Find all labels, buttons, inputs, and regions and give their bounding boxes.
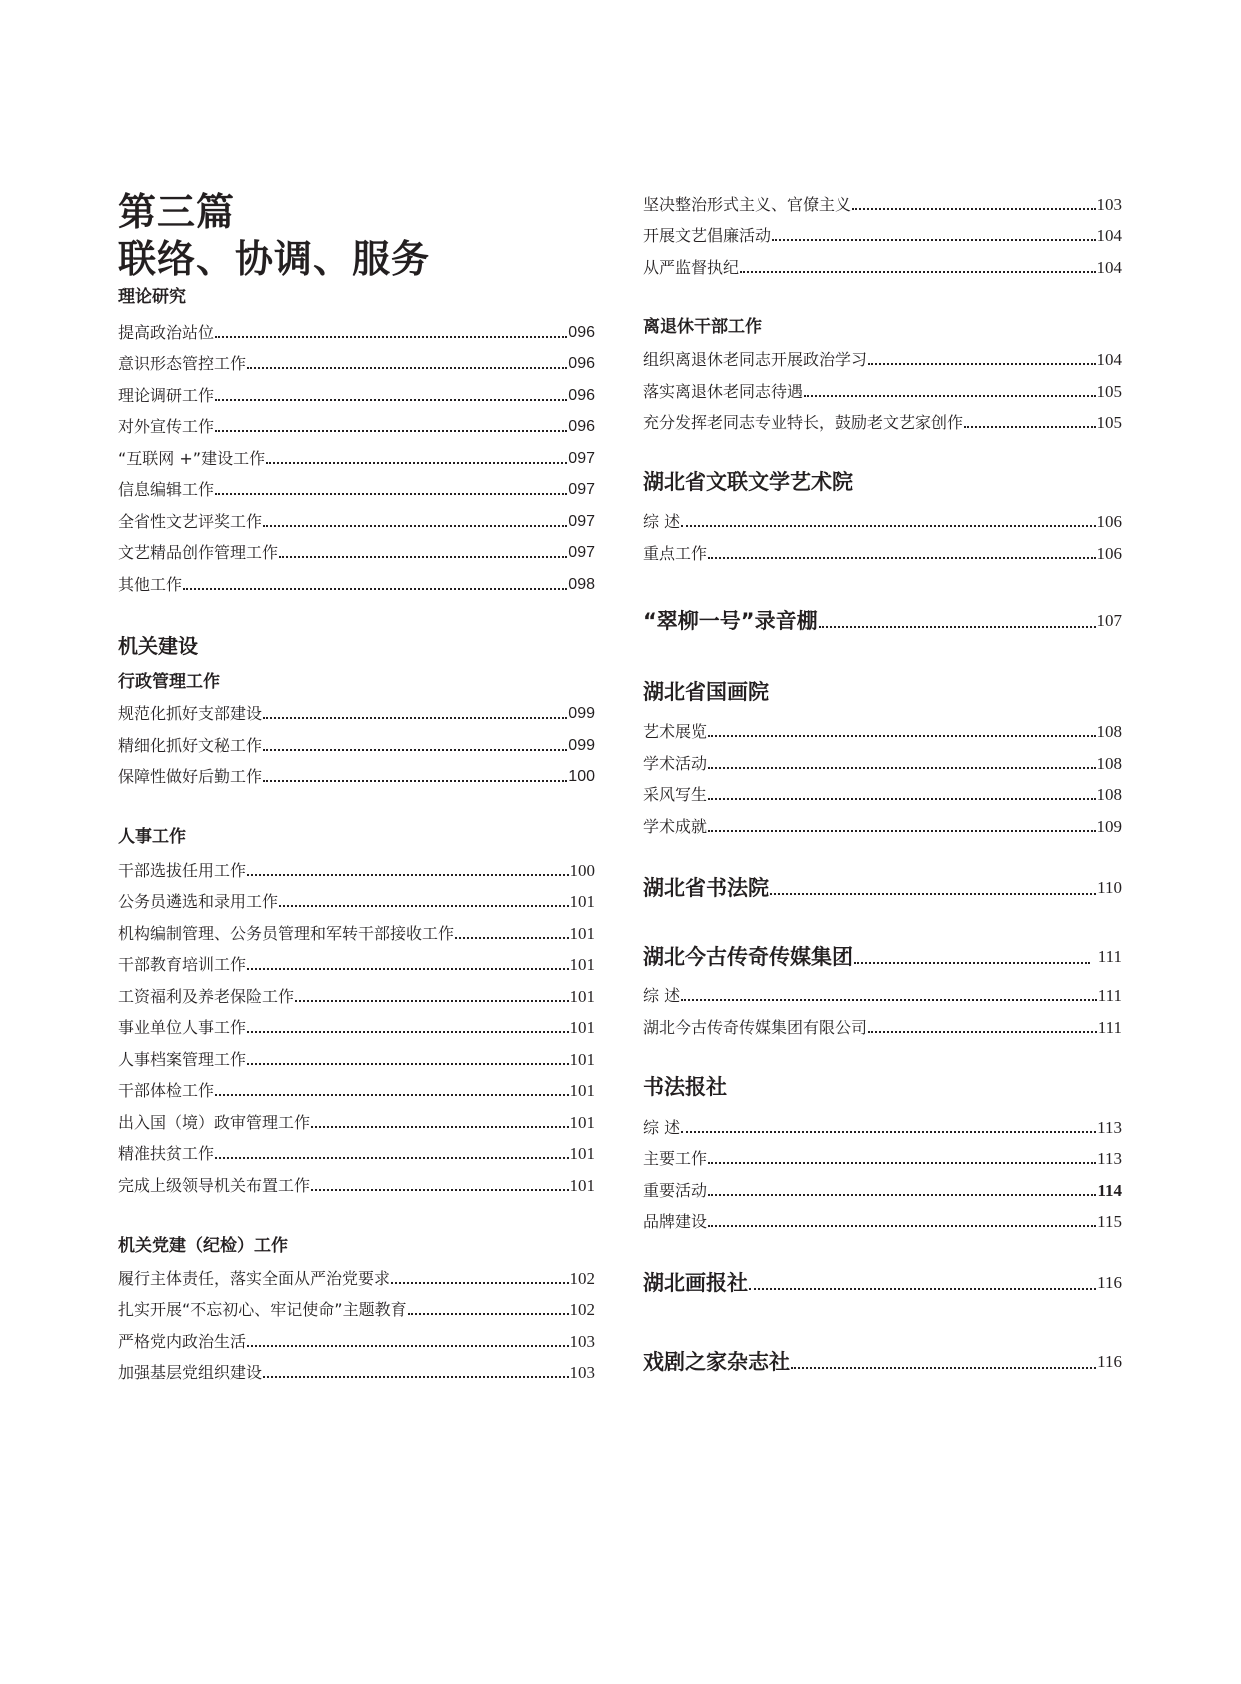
toc-entry[interactable]: 品牌建设 115 (643, 1212, 1122, 1231)
toc-entry[interactable]: 坚决整治形式主义、官僚主义 103 (643, 195, 1122, 214)
part-title: 联络、协调、服务 (118, 237, 431, 281)
subsection-heading-admin: 行政管理工作 (118, 672, 220, 692)
toc-entry[interactable]: 工资福利及养老保险工作 101 (118, 987, 595, 1006)
toc-entry[interactable]: 公务员遴选和录用工作 101 (118, 892, 595, 911)
toc-entry[interactable]: 事业单位人事工作 101 (118, 1018, 595, 1037)
toc-entry[interactable]: 信息编辑工作 097 (118, 480, 595, 499)
toc-entry[interactable]: 履行主体责任，落实全面从严治党要求 102 (118, 1269, 595, 1288)
toc-entry[interactable]: 综 述 106 (643, 512, 1122, 531)
toc-entry[interactable]: 人事档案管理工作 101 (118, 1050, 595, 1069)
toc-entry[interactable]: 文艺精品创作管理工作 097 (118, 543, 595, 562)
toc-entry[interactable]: 意识形态管控工作 096 (118, 354, 595, 373)
toc-entry[interactable]: 提高政治站位 096 (118, 323, 595, 342)
subsection-heading-personnel: 人事工作 (118, 827, 186, 847)
toc-entry[interactable]: 学术活动 108 (643, 754, 1122, 773)
toc-entry-studio[interactable]: “翠柳一号”录音棚 107 (643, 609, 1122, 633)
toc-entry[interactable]: 精细化抓好文秘工作 099 (118, 736, 595, 755)
toc-entry-media-group[interactable]: 湖北今古传奇传媒集团 111 (643, 945, 1122, 969)
toc-entry[interactable]: 规范化抓好支部建设 099 (118, 704, 595, 723)
toc-entry-calligraphy-academy[interactable]: 湖北省书法院 110 (643, 876, 1122, 900)
section-heading-calligraphy-news: 书法报社 (643, 1075, 727, 1099)
toc-entry[interactable]: 落实离退休老同志待遇 105 (643, 382, 1122, 401)
toc-entry[interactable]: 加强基层党组织建设 103 (118, 1363, 595, 1382)
toc-entry[interactable]: 出入国（境）政审管理工作 101 (118, 1113, 595, 1132)
toc-entry[interactable]: 干部体检工作 101 (118, 1081, 595, 1100)
subsection-heading-party: 机关党建（纪检）工作 (118, 1236, 288, 1256)
toc-entry[interactable]: 保障性做好后勤工作 100 (118, 767, 595, 786)
section-heading-academy: 湖北省文联文学艺术院 (643, 470, 853, 494)
toc-entry[interactable]: 综 述 113 (643, 1118, 1122, 1137)
toc-entry[interactable]: 学术成就 109 (643, 817, 1122, 836)
toc-entry-drama[interactable]: 戏剧之家杂志社 116 (643, 1350, 1122, 1374)
toc-entry[interactable]: 其他工作 098 (118, 575, 595, 594)
toc-entry[interactable]: 采风写生 108 (643, 785, 1122, 804)
toc-entry[interactable]: 精准扶贫工作 101 (118, 1144, 595, 1163)
section-heading-theory: 理论研究 (118, 287, 186, 307)
toc-entry[interactable]: 重要活动 114 (643, 1181, 1122, 1200)
toc-entry[interactable]: 对外宣传工作 096 (118, 417, 595, 436)
toc-entry[interactable]: 充分发挥老同志专业特长，鼓励老文艺家创作 105 (643, 413, 1122, 432)
toc-entry[interactable]: 开展文艺倡廉活动 104 (643, 226, 1122, 245)
toc-entry-pictorial[interactable]: 湖北画报社 116 (643, 1271, 1122, 1295)
section-heading-organ: 机关建设 (118, 634, 198, 658)
toc-entry[interactable]: 严格党内政治生活 103 (118, 1332, 595, 1351)
toc-entry[interactable]: 全省性文艺评奖工作 097 (118, 512, 595, 531)
toc-entry[interactable]: 艺术展览 108 (643, 722, 1122, 741)
toc-entry[interactable]: 组织离退休老同志开展政治学习 104 (643, 350, 1122, 369)
toc-entry[interactable]: 扎实开展“不忘初心、牢记使命”主题教育 102 (118, 1300, 595, 1319)
section-heading-painting: 湖北省国画院 (643, 680, 769, 704)
toc-entry[interactable]: 从严监督执纪 104 (643, 258, 1122, 277)
toc-entry[interactable]: “互联网 +”建设工作 097 (118, 449, 595, 468)
toc-entry[interactable]: 综 述 111 (643, 986, 1122, 1005)
toc-entry[interactable]: 重点工作 106 (643, 544, 1122, 563)
toc-entry[interactable]: 干部教育培训工作 101 (118, 955, 595, 974)
toc-entry[interactable]: 干部选拔任用工作 100 (118, 861, 595, 880)
part-number: 第三篇 (118, 190, 236, 234)
toc-entry[interactable]: 理论调研工作 096 (118, 386, 595, 405)
toc-entry[interactable]: 完成上级领导机关布置工作 101 (118, 1176, 595, 1195)
subsection-heading-retired: 离退休干部工作 (643, 317, 762, 337)
toc-entry[interactable]: 主要工作 113 (643, 1149, 1122, 1168)
toc-entry[interactable]: 机构编制管理、公务员管理和军转干部接收工作 101 (118, 924, 595, 943)
toc-entry[interactable]: 湖北今古传奇传媒集团有限公司 111 (643, 1018, 1122, 1037)
